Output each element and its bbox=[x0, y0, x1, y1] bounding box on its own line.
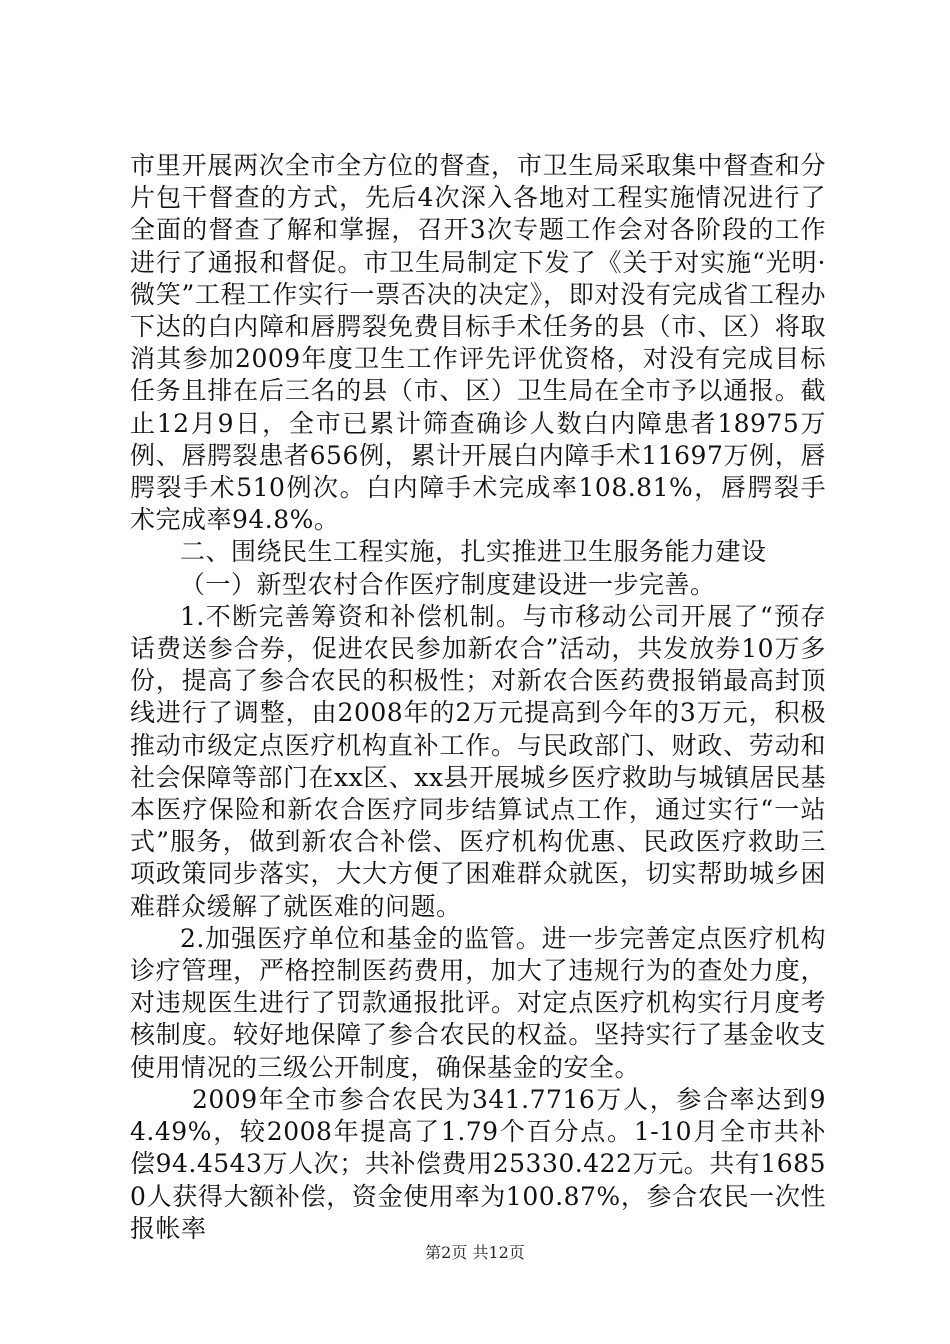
section-heading-livelihood: 二、围绕民生工程实施，扎实推进卫生服务能力建设 bbox=[180, 537, 767, 567]
paragraph-statistics-2009: 2009年全市参合农民为341.7716万人，参合率达到94.49%，较2008年提高了1.79个百分点。1-10月全市共补偿94.4543万人次；共补偿费用25330.422万元。共有16850人获得大额补偿，资金使用率为100.87%，参合农民一次性报帐率 bbox=[130, 1084, 826, 1243]
paragraph-funding-mechanism: 1.不断完善筹资和补偿机制。与市移动公司开展了“预存话费送参合券，促进农民参加新农合”活动，共发放券10万多份，提高了参合农民的积极性；对新农合医药费报销最高封顶线进行了调整，由2008年的2万元提高到今年的3万元，积极推动市级定点医疗机构直补工作。与民政部门、财政、劳动和社会保障等部门在xx区、xx县开展城乡医疗救助与城镇居民基本医疗保险和新农合医疗同步结算试点工作，通过实行“一站式”服务，做到新农合补偿、医疗机构优惠、民政医疗救助三项政策同步落实，大大方便了困难群众就医，切实帮助城乡困难群众缓解了就医难的问题。 bbox=[130, 601, 826, 921]
page-footer: 第2页 共12页 bbox=[425, 1243, 525, 1262]
subsection-heading-rural-cooperative: （一）新型农村合作医疗制度建设进一步完善。 bbox=[180, 569, 716, 599]
document-body bbox=[130, 150, 826, 1245]
paragraph-supervision: 市里开展两次全市全方位的督查，市卫生局采取集中督查和分片包干督查的方式，先后4次深入各地对工程实施情况进行了全面的督查了解和掌握，召开3次专题工作会对各阶段的工作进行了通报和督促。市卫生局制定下发了《关于对实施“光明·微笑”工程工作实行一票否决的决定》，即对没有完成省工程办下达的白内障和唇腭裂免费目标手术任务的县（市、区）将取消其参加2009年度卫生工作评先评优资格，对没有完成目标任务且排在后三名的县（市、区）卫生局在全市予以通报。截止12月9日，全市已累计筛查确诊人数白内障患者18975万例、唇腭裂患者656例，累计开展白内障手术11697万例，唇腭裂手术510例次。白内障手术完成率108.81%，唇腭裂手术完成率94.8%。 bbox=[130, 151, 826, 535]
paragraph-supervision-of-funds: 2.加强医疗单位和基金的监管。进一步完善定点医疗机构诊疗管理，严格控制医药费用，加大了违规行为的查处力度，对违规医生进行了罚款通报批评。对定点医疗机构实行月度考核制度。较好地保障了参合农民的权益。坚持实行了基金收支使用情况的三级公开制度，确保基金的安全。 bbox=[130, 923, 826, 1082]
